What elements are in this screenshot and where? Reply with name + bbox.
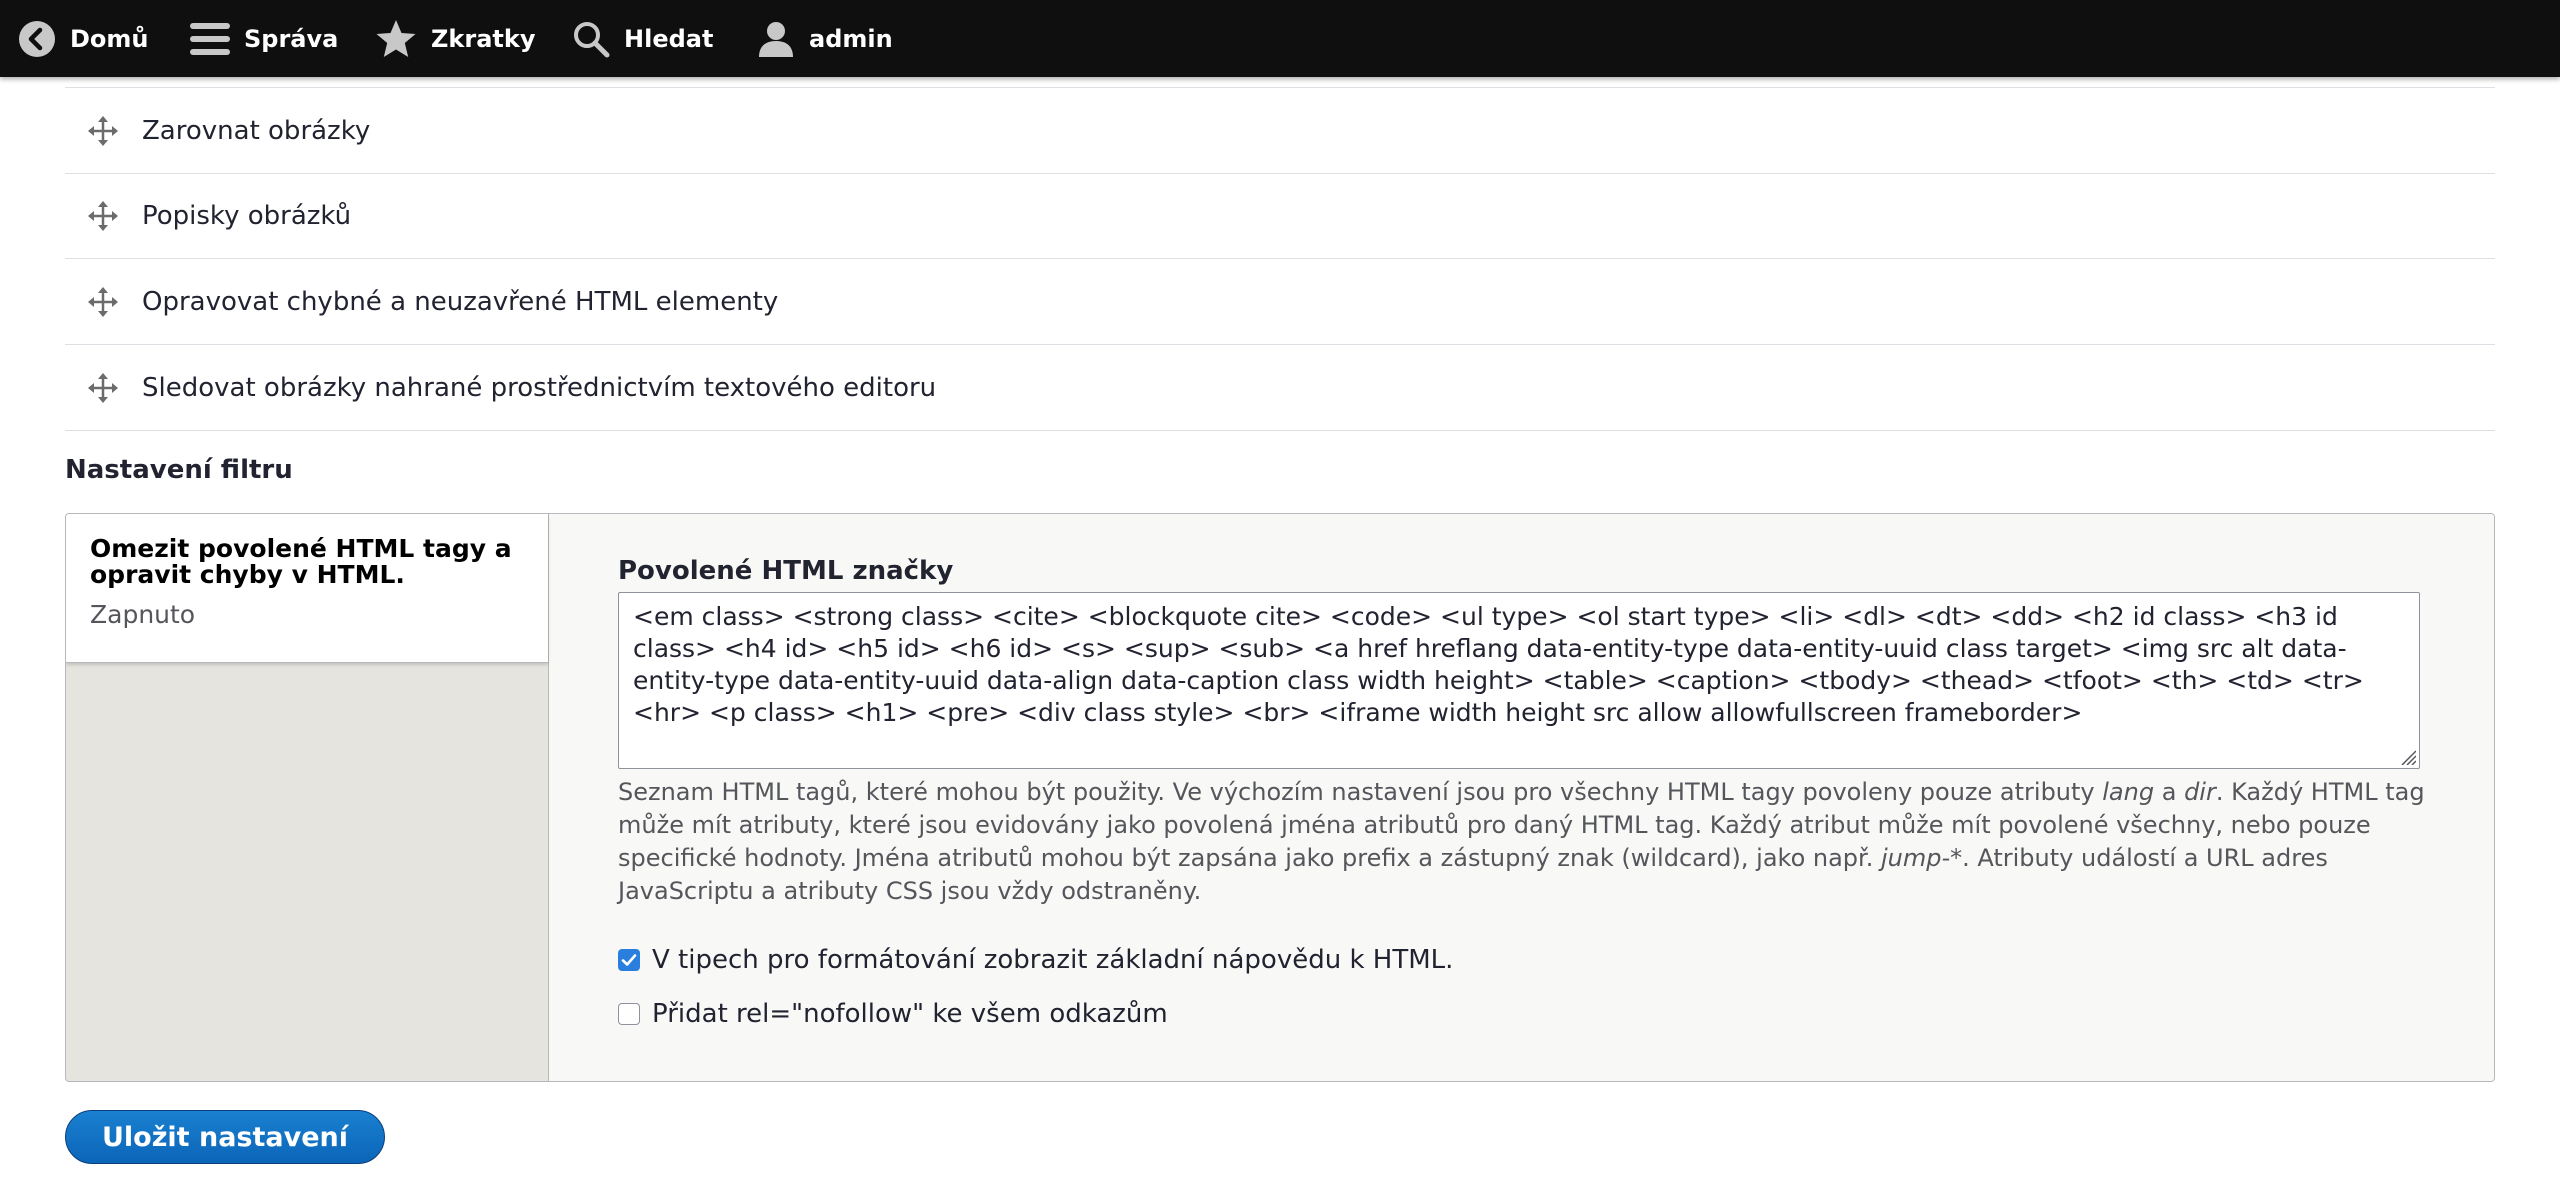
save-settings-button[interactable]: Uložit nastavení [65,1110,385,1164]
filter-order-label: Popisky obrázků [142,200,352,231]
html-help-checkbox-row [618,945,1453,975]
admin-toolbar [0,0,2560,77]
filter-order-row [65,87,2495,174]
filter-settings-title: Nastavení filtru [65,455,293,485]
toolbar-manage-link[interactable] [190,0,338,77]
filter-order-row [65,345,2495,431]
star-icon [375,19,417,59]
toolbar-search-label: Hledat [624,24,714,53]
description-em: jump-* [1880,844,1963,872]
toolbar-home-label: Domů [70,24,149,53]
filter-order-label: Opravovat chybné a neuzavřené HTML elementy [142,286,779,317]
drag-handle-icon[interactable] [88,116,118,146]
toolbar-user-link[interactable] [757,0,893,77]
back-arrow-icon [18,20,56,58]
toolbar-search-link[interactable] [572,0,713,77]
html-help-checkbox[interactable] [618,949,640,971]
allowed-html-textarea[interactable] [618,592,2420,769]
drag-handle-icon[interactable] [88,373,118,403]
vertical-tab-html-filter[interactable] [66,514,548,663]
drag-handle-icon[interactable] [88,201,118,231]
filter-order-label: Zarovnat obrázky [142,115,371,146]
allowed-html-description [618,776,2426,908]
html-help-checkbox-label[interactable]: V tipech pro formátování zobrazit základní nápovědu k HTML. [652,945,1454,975]
filter-order-row [65,259,2495,345]
search-icon [572,20,610,58]
toolbar-home-link[interactable] [18,0,149,77]
menu-icon [190,20,230,58]
user-icon [757,20,795,58]
allowed-html-label: Povolené HTML značky [618,556,954,586]
filter-order-row [65,173,2495,259]
toolbar-shortcuts-link[interactable] [375,0,535,77]
description-text: a [2154,778,2185,806]
toolbar-user-label: admin [809,24,893,53]
toolbar-shortcuts-label: Zkratky [431,24,536,53]
vertical-tab-title: Omezit povolené HTML tagy a opravit chyby v HTML. [90,534,512,589]
description-text: . Každý HTML tag může mít atributy, které jsou evidovány jako povolená jména atributů pro daný HTML tag. Každý atribut může mít povolené všechny, nebo pouze specifické hodnoty. Jména atributů mohou být zapsána jako prefix a zástupný znak (wildcard), jako např. [618,778,2425,872]
resize-grip-icon[interactable] [2400,749,2416,765]
description-text: Seznam HTML tagů, které mohou být použity. Ve výchozím nastavení jsou pro všechny HTML tagy povoleny pouze atributy [618,778,2103,806]
drag-handle-icon[interactable] [88,287,118,317]
vertical-tab-pane [548,514,2494,1081]
nofollow-checkbox-row [618,999,1168,1029]
description-text: . Atributy událostí a URL adres JavaScriptu a atributy CSS jsou vždy odstraněny. [618,844,2328,905]
checkmark-icon [621,952,637,968]
filter-order-label: Sledovat obrázky nahrané prostřednictvím textového editoru [142,372,937,403]
nofollow-checkbox[interactable] [618,1003,640,1025]
description-em: lang [2102,778,2155,806]
nofollow-checkbox-label[interactable]: Přidat rel="nofollow" ke všem odkazům [652,999,1168,1029]
vertical-tabs [65,513,2495,1082]
vertical-tab-summary: Zapnuto [90,600,196,629]
description-em: dir [2184,778,2216,806]
toolbar-manage-label: Správa [244,24,339,53]
